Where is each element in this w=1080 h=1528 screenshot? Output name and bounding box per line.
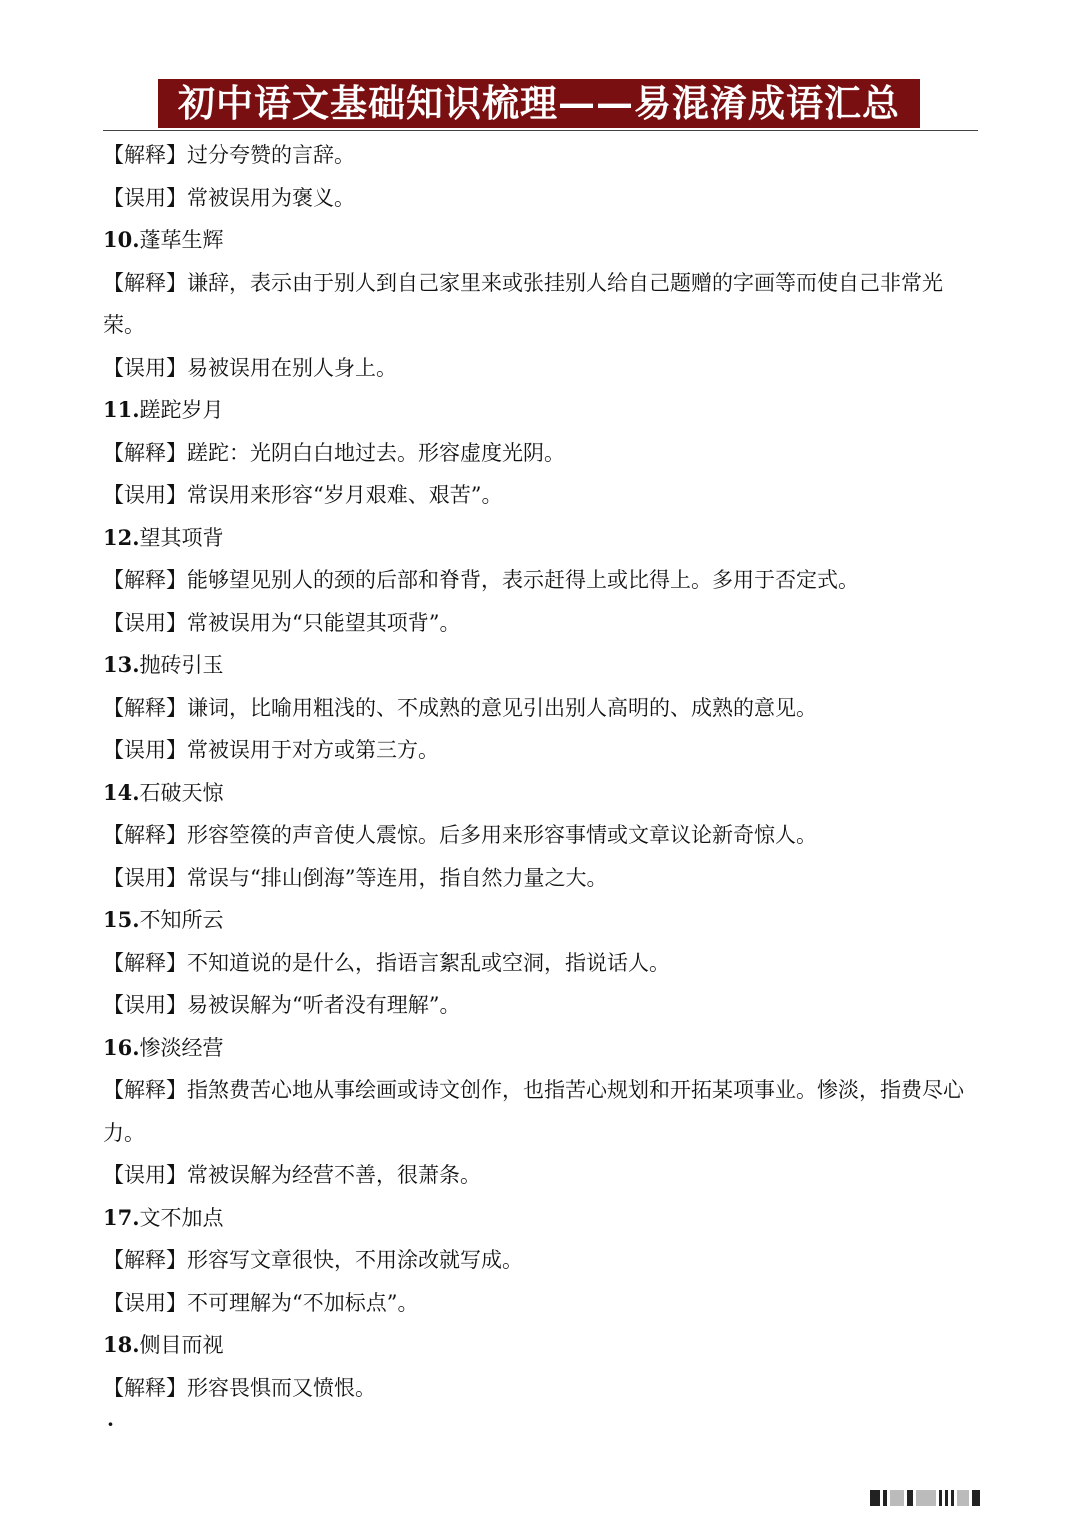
idiom-number: 14. <box>103 779 140 805</box>
misuse-text: 常误与“排山倒海”等连用，指自然力量之大。 <box>187 865 608 890</box>
definition-text: 能够望见别人的颈的后部和脊背，表示赶得上或比得上。多用于否定式。 <box>187 568 859 592</box>
definition-label: 【解释】 <box>103 695 187 720</box>
definition-line <box>103 432 980 475</box>
idiom-word: 望其项背 <box>139 525 224 550</box>
definition-label: 【解释】 <box>103 143 187 167</box>
definition-text: 谦词，比喻用粗浅的、不成熟的意见引出别人高明的、成熟的意见。 <box>187 695 817 720</box>
idiom-heading <box>103 772 980 815</box>
definition-line <box>103 814 980 857</box>
title-banner <box>158 79 920 128</box>
idiom-heading <box>103 389 980 432</box>
watermark <box>870 1489 1060 1507</box>
idiom-word: 蹉跎岁月 <box>139 398 224 422</box>
definition-line <box>103 1069 980 1154</box>
misuse-line <box>103 602 980 645</box>
misuse-label: 【误用】 <box>103 1290 187 1315</box>
idiom-word: 不知所云 <box>139 908 224 932</box>
misuse-line <box>103 1154 980 1197</box>
idiom-entry-18 <box>103 1324 980 1409</box>
idiom-number: 11. <box>103 397 140 422</box>
definition-text: 形容畏惧而又愤恨。 <box>187 1375 376 1400</box>
definition-label: 【解释】 <box>103 270 187 295</box>
idiom-heading <box>103 517 980 560</box>
definition-text: 谦辞，表示由于别人到自己家里来或张挂别人给自己题赠的字画等而使自己非常光荣。 <box>103 270 943 337</box>
page-header <box>0 0 1080 132</box>
misuse-line <box>103 474 980 517</box>
definition-line <box>103 1367 980 1410</box>
definition-label: 【解释】 <box>103 1078 187 1102</box>
idiom-number: 12. <box>103 524 140 550</box>
misuse-line <box>103 177 980 220</box>
idiom-number: 15. <box>103 907 140 932</box>
idiom-entry-12 <box>103 517 980 645</box>
watermark-mark <box>945 1490 948 1506</box>
document-body <box>103 134 980 1409</box>
definition-line <box>103 559 980 602</box>
definition-label: 【解释】 <box>103 1248 187 1272</box>
idiom-heading <box>103 644 980 687</box>
misuse-label: 【误用】 <box>103 355 187 380</box>
watermark-mark <box>939 1490 942 1506</box>
misuse-label: 【误用】 <box>103 610 187 635</box>
misuse-text: 常被误用为“只能望其项背”。 <box>187 610 461 635</box>
misuse-line <box>103 1282 980 1325</box>
idiom-number: 16. <box>103 1034 140 1060</box>
watermark-mark <box>951 1490 954 1506</box>
idiom-entry-13 <box>103 644 980 772</box>
idiom-word: 石破天惊 <box>139 780 224 805</box>
idiom-word: 蓬荜生辉 <box>139 228 224 252</box>
idiom-word: 惨淡经营 <box>139 1035 224 1060</box>
idiom-number: 18. <box>103 1332 140 1357</box>
misuse-text: 常误用来形容“岁月艰难、艰苦”。 <box>187 483 503 507</box>
page-title: 初中语文基础知识梳理——易混淆成语汇总 <box>178 81 900 125</box>
misuse-label: 【误用】 <box>103 865 187 890</box>
idiom-entry-10 <box>103 219 980 389</box>
definition-label: 【解释】 <box>103 1375 187 1400</box>
watermark-mark <box>972 1490 980 1506</box>
idiom-heading <box>103 899 980 942</box>
misuse-label: 【误用】 <box>103 483 187 507</box>
title-divider <box>103 130 978 131</box>
watermark-mark <box>957 1490 969 1506</box>
definition-label: 【解释】 <box>103 568 187 592</box>
misuse-text: 易被误用在别人身上。 <box>187 355 397 380</box>
misuse-line <box>103 347 980 390</box>
misuse-line <box>103 857 980 900</box>
definition-label: 【解释】 <box>103 950 187 975</box>
misuse-line <box>103 984 980 1027</box>
definition-text: 蹉跎：光阴白白地过去。形容虚度光阴。 <box>187 440 565 465</box>
misuse-text: 常被误用于对方或第三方。 <box>187 738 439 762</box>
misuse-label: 【误用】 <box>103 738 187 762</box>
misuse-text: 常被误解为经营不善，很萧条。 <box>187 1163 481 1187</box>
misuse-text: 易被误解为“听者没有理解”。 <box>187 993 461 1017</box>
definition-text: 形容写文章很快，不用涂改就写成。 <box>187 1248 523 1272</box>
idiom-entry-16 <box>103 1027 980 1197</box>
misuse-line <box>103 729 980 772</box>
idiom-word: 抛砖引玉 <box>139 653 224 677</box>
watermark-mark <box>907 1490 913 1506</box>
idiom-entry-14 <box>103 772 980 900</box>
idiom-heading <box>103 219 980 262</box>
idiom-entry-15 <box>103 899 980 1027</box>
idiom-heading <box>103 1197 980 1240</box>
misuse-text: 不可理解为“不加标点”。 <box>187 1290 419 1315</box>
definition-line <box>103 942 980 985</box>
definition-line <box>103 1239 980 1282</box>
definition-text: 不知道说的是什么，指语言絮乱或空洞，指说话人。 <box>187 950 670 975</box>
definition-label: 【解释】 <box>103 440 187 465</box>
misuse-label: 【误用】 <box>103 185 187 210</box>
idiom-word: 侧目而视 <box>139 1333 224 1357</box>
watermark-mark <box>890 1490 904 1506</box>
idiom-number: 17. <box>103 1204 140 1230</box>
idiom-heading <box>103 1027 980 1070</box>
idiom-entry-17 <box>103 1197 980 1325</box>
trailing-dot: · <box>107 1412 114 1436</box>
misuse-text: 常被误用为褒义。 <box>187 185 355 210</box>
misuse-label: 【误用】 <box>103 1163 187 1187</box>
definition-line <box>103 262 980 347</box>
idiom-number: 10. <box>103 227 140 252</box>
watermark-mark <box>870 1490 880 1506</box>
misuse-label: 【误用】 <box>103 993 187 1017</box>
watermark-mark <box>916 1490 936 1506</box>
idiom-entry-11 <box>103 389 980 517</box>
definition-label: 【解释】 <box>103 823 187 847</box>
definition-line <box>103 687 980 730</box>
definition-text: 形容箜篌的声音使人震惊。后多用来形容事情或文章议论新奇惊人。 <box>187 823 817 847</box>
definition-text: 过分夸赞的言辞。 <box>187 143 355 167</box>
idiom-heading <box>103 1324 980 1367</box>
idiom-word: 文不加点 <box>139 1205 224 1230</box>
watermark-mark <box>883 1490 887 1506</box>
definition-line <box>103 134 980 177</box>
definition-text: 指煞费苦心地从事绘画或诗文创作，也指苦心规划和开拓某项事业。惨淡，指费尽心力。 <box>103 1078 964 1145</box>
idiom-number: 13. <box>103 652 140 677</box>
